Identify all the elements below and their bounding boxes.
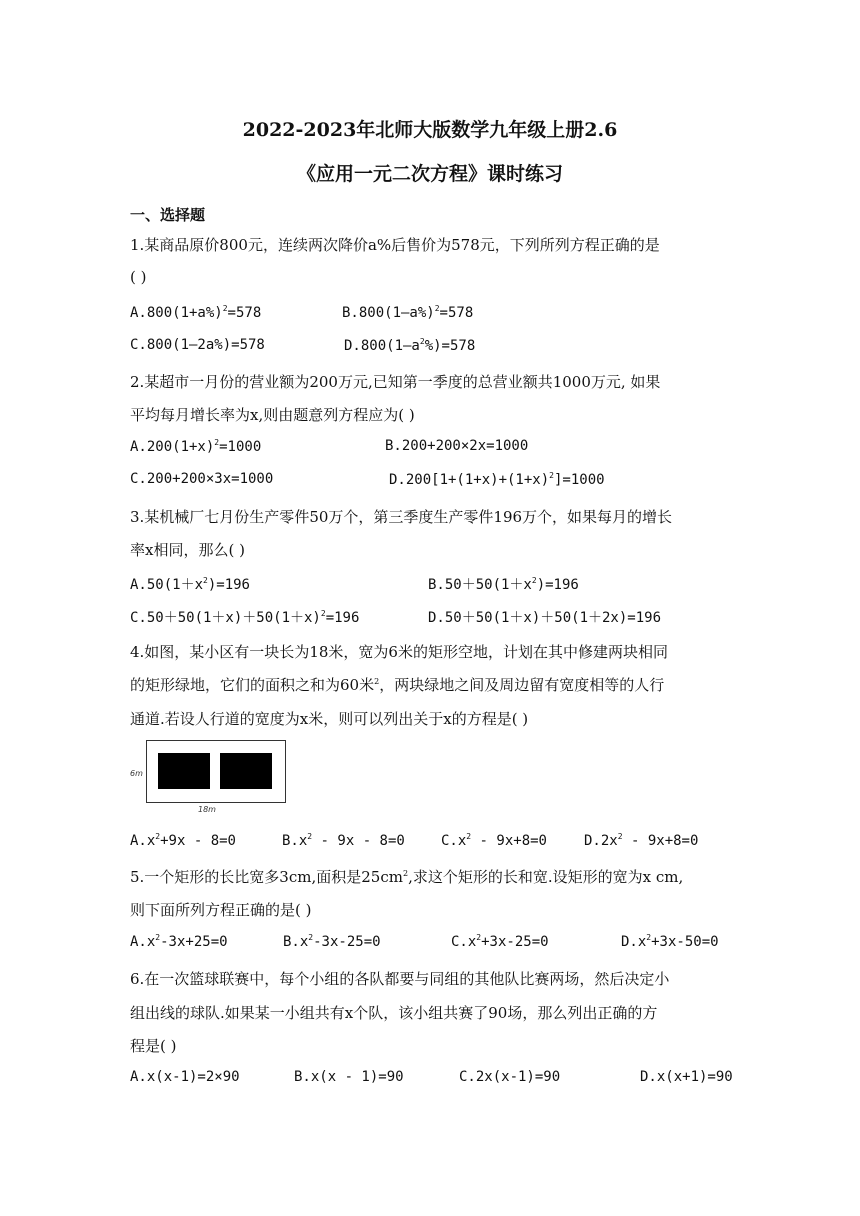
document-title-line1: 2022-2023年北师大版数学九年级上册2.6 <box>242 119 618 141</box>
question-3-text-line1: 3.某机械厂七月份生产零件50万个，第三季度生产零件196万个，如果每月的增长 <box>130 508 673 526</box>
question-6-option-d: D.x(x+1)=90 <box>640 1069 733 1085</box>
question-1-answer-blank: ( ) <box>130 268 147 286</box>
question-5-text-line1: 5.一个矩形的长比宽多3cm,面积是$25cm^2$,求这个矩形的长和宽.设矩形的宽为x cm, <box>130 868 684 886</box>
question-4-text-line3: 通道.若设人行道的宽度为x米，则可以列出关于x的方程是( ) <box>130 710 529 728</box>
question-5-option-c: $C.x^2+3x-25=0$ <box>451 933 549 950</box>
rectangle-plot-figure <box>130 738 290 818</box>
document-title-line2: 《应用一元二次方程》课时练习 <box>296 163 563 185</box>
question-2-text-line1: 2.某超市一月份的营业额为200万元,已知第一季度的总营业额共1000万元, 如果 <box>130 373 661 391</box>
question-3-option-a: $A.50(1+x^2)=196$ <box>130 576 250 593</box>
figure-length-label: 18m <box>198 805 216 814</box>
figure-width-label: 6m <box>130 769 143 778</box>
question-2-option-d: $D.200[1+(1+x)+(1+x)^2]=1000$ <box>389 471 605 488</box>
question-1-option-c: C.800(1—2a%)=578 <box>130 337 265 353</box>
question-2-text-line2: 平均每月增长率为x,则由题意列方程应为( ) <box>130 406 415 424</box>
question-1-option-d: $D.800(1—a^2\%)=578$ <box>344 337 476 354</box>
question-2-option-c: C.200+200×3x=1000 <box>130 471 274 487</box>
question-3-option-c: $C.50+50(1+x)+50(1+x)^2=196$ <box>130 609 360 626</box>
question-1-text: 1.某商品原价800元，连续两次降价a%后售价为578元，下列所列方程正确的是 <box>130 236 660 254</box>
question-6-text-line1: 6.在一次篮球联赛中，每个小组的各队都要与同组的其他队比赛两场，然后决定小 <box>130 970 670 988</box>
question-4-option-a: $A.x^2+9x - 8=0$ <box>130 832 236 849</box>
question-5-text-line2: 则下面所列方程正确的是( ) <box>130 901 312 919</box>
question-6-option-a: A.x(x-1)=2×90 <box>130 1069 240 1085</box>
question-3-text-line2: 率x相同，那么( ) <box>130 541 245 559</box>
question-4-option-b: $B.x^2 - 9x - 8=0$ <box>282 832 405 849</box>
question-1-option-a: $A.800(1+a\%)^2=578$ <box>130 304 262 321</box>
question-6-text-line2: 组出线的球队.如果某一小组共有x个队，该小组共赛了90场，那么列出正确的方 <box>130 1004 658 1022</box>
question-1-option-b: B.800(1—a%)$^2$=578 <box>342 304 474 321</box>
question-3-option-b: $B.50+50(1+x^2)=196$ <box>428 576 579 593</box>
question-2-option-a: $A.200(1+x)^2=1000$ <box>130 438 262 455</box>
question-5-option-b: $B.x^2-3x-25=0$ <box>283 933 381 950</box>
question-6-option-c: C.2x(x-1)=90 <box>459 1069 561 1085</box>
figure-green-area-left <box>158 753 210 789</box>
figure-outer-rectangle <box>146 740 286 803</box>
question-4-option-d: $D.2x^2 - 9x+8=0$ <box>584 832 699 849</box>
question-2-option-b: B.200+200×2x=1000 <box>385 438 529 454</box>
question-6-text-line3: 程是( ) <box>130 1037 177 1055</box>
question-4-text-line1: 4.如图，某小区有一块长为18米，宽为6米的矩形空地，计划在其中修建两块相同 <box>130 643 668 661</box>
question-4-text-line2: 的矩形绿地，它们的面积之和为60米$^2$，两块绿地之间及周边留有宽度相等的人行 <box>130 676 665 694</box>
question-6-option-b: B.x(x - 1)=90 <box>294 1069 404 1085</box>
question-5-option-a: $A.x^2-3x+25=0$ <box>130 933 228 950</box>
question-5-option-d: $D.x^2+3x-50=0$ <box>621 933 719 950</box>
question-4-option-c: $C.x^2 - 9x+8=0$ <box>441 832 547 849</box>
question-3-option-d: D.50＋50(1＋x)＋50(1＋2x)=196 <box>428 610 662 626</box>
section-heading: 一、选择题 <box>130 206 206 224</box>
figure-green-area-right <box>220 753 272 789</box>
